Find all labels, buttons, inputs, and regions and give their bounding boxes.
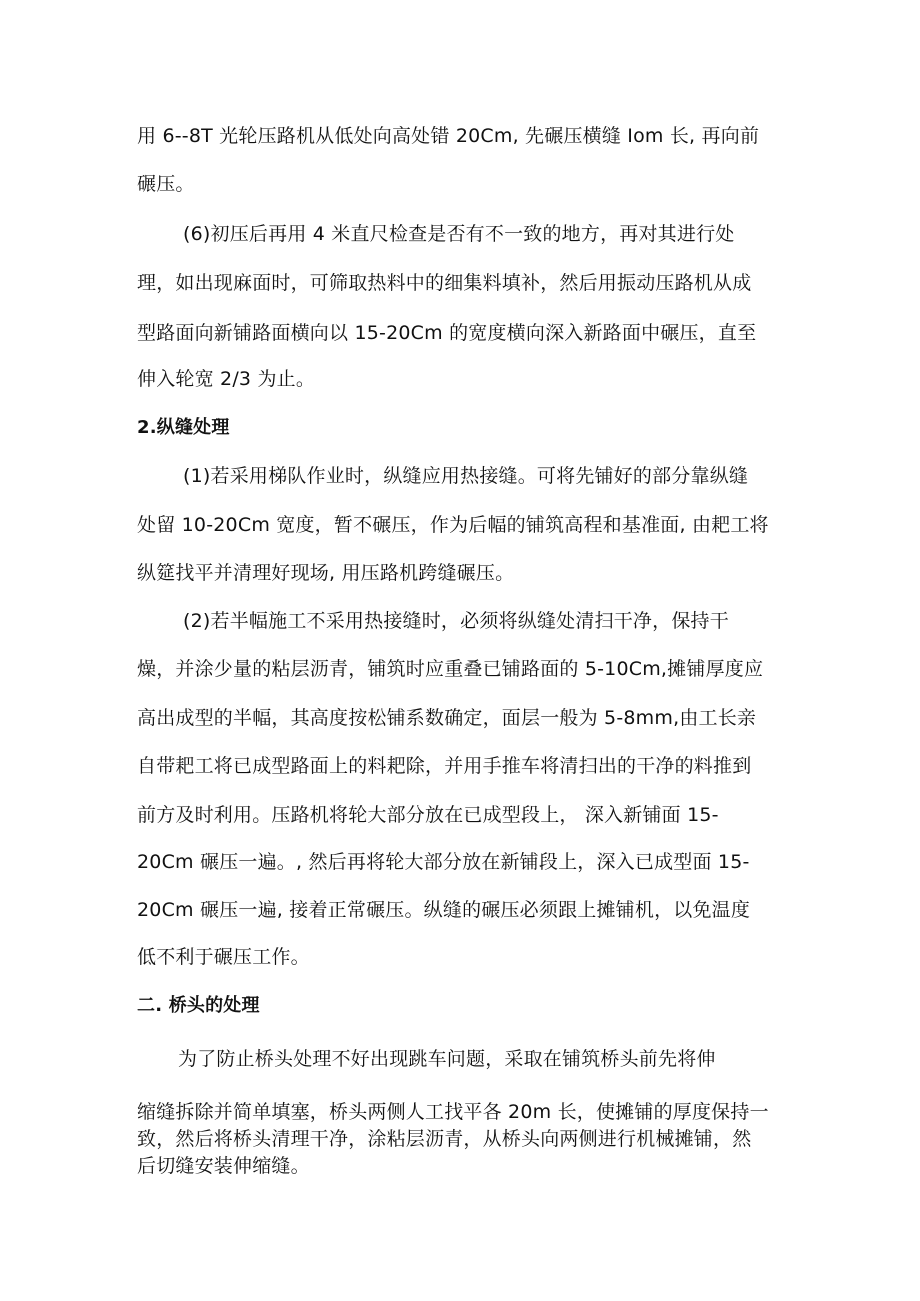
section-heading-longitudinal-joint: 2.纵缝处理: [137, 417, 230, 438]
paragraph-1-line: (1)若采用梯队作业时，纵缝应用热接缝。可将先铺好的部分靠纵缝: [183, 465, 749, 487]
text-line: 用 6--8T 光轮压路机从低处向高处错 20Cm, 先碾压横缝 Iom 长, 再向前: [137, 125, 760, 147]
text-line: 缩缝拆除并简单填塞，桥头两侧人工找平各 20m 长，使摊铺的厚度保持一: [137, 1101, 769, 1123]
text-line: 低不利于碾压工作。: [137, 946, 310, 968]
text-line: 20Cm 碾压一遍。, 然后再将轮大部分放在新铺段上，深入已成型面 15-: [137, 851, 750, 873]
text-line: 伸入轮宽 2/3 为止。: [137, 368, 316, 390]
text-line: 理，如出现麻面时，可筛取热料中的细集料填补，然后用振动压路机从成: [137, 272, 752, 294]
text-line: 处留 10-20Cm 宽度，暂不碾压，作为后幅的铺筑高程和基准面, 由耙工将: [137, 514, 769, 536]
text-line: 自带耙工将已成型路面上的料耙除，并用手推车将清扫出的干净的料推到: [137, 755, 752, 777]
text-line: 高出成型的半幅，其高度按松铺系数确定，面层一般为 5-8mm,由工长亲: [137, 707, 757, 729]
paragraph-6-line: (6)初压后再用 4 米直尺检查是否有不一致的地方，再对其进行处: [183, 223, 735, 245]
text-line: 前方及时利用。压路机将轮大部分放在已成型段上， 深入新铺面 15-: [137, 804, 719, 826]
text-line: 后切缝安装伸缩缝。: [137, 1155, 310, 1177]
text-line: 20Cm 碾压一遍, 接着正常碾压。纵缝的碾压必须跟上摊铺机，以免温度: [137, 899, 751, 921]
text-line: 型路面向新铺路面横向以 15-20Cm 的宽度横向深入新路面中碾压，直至: [137, 322, 757, 344]
text-line: 纵筵找平并清理好现场, 用压路机跨缝碾压。: [137, 562, 515, 584]
text-line: 燥，并涂少量的粘层沥青，铺筑时应重叠已铺路面的 5-10Cm,摊铺厚度应: [137, 658, 764, 680]
paragraph-bridge-line: 为了防止桥头处理不好出现跳车问题，采取在铺筑桥头前先将伸: [178, 1048, 716, 1070]
text-line: 致，然后将桥头清理干净，涂粘层沥青，从桥头向两侧进行机械摊铺，然: [137, 1128, 752, 1150]
paragraph-2-line: (2)若半幅施工不采用热接缝时，必须将纵缝处清扫干净，保持干: [183, 610, 729, 632]
section-heading-bridge-head: 二. 桥头的处理: [137, 995, 260, 1016]
text-line: 碾压。: [137, 173, 195, 195]
